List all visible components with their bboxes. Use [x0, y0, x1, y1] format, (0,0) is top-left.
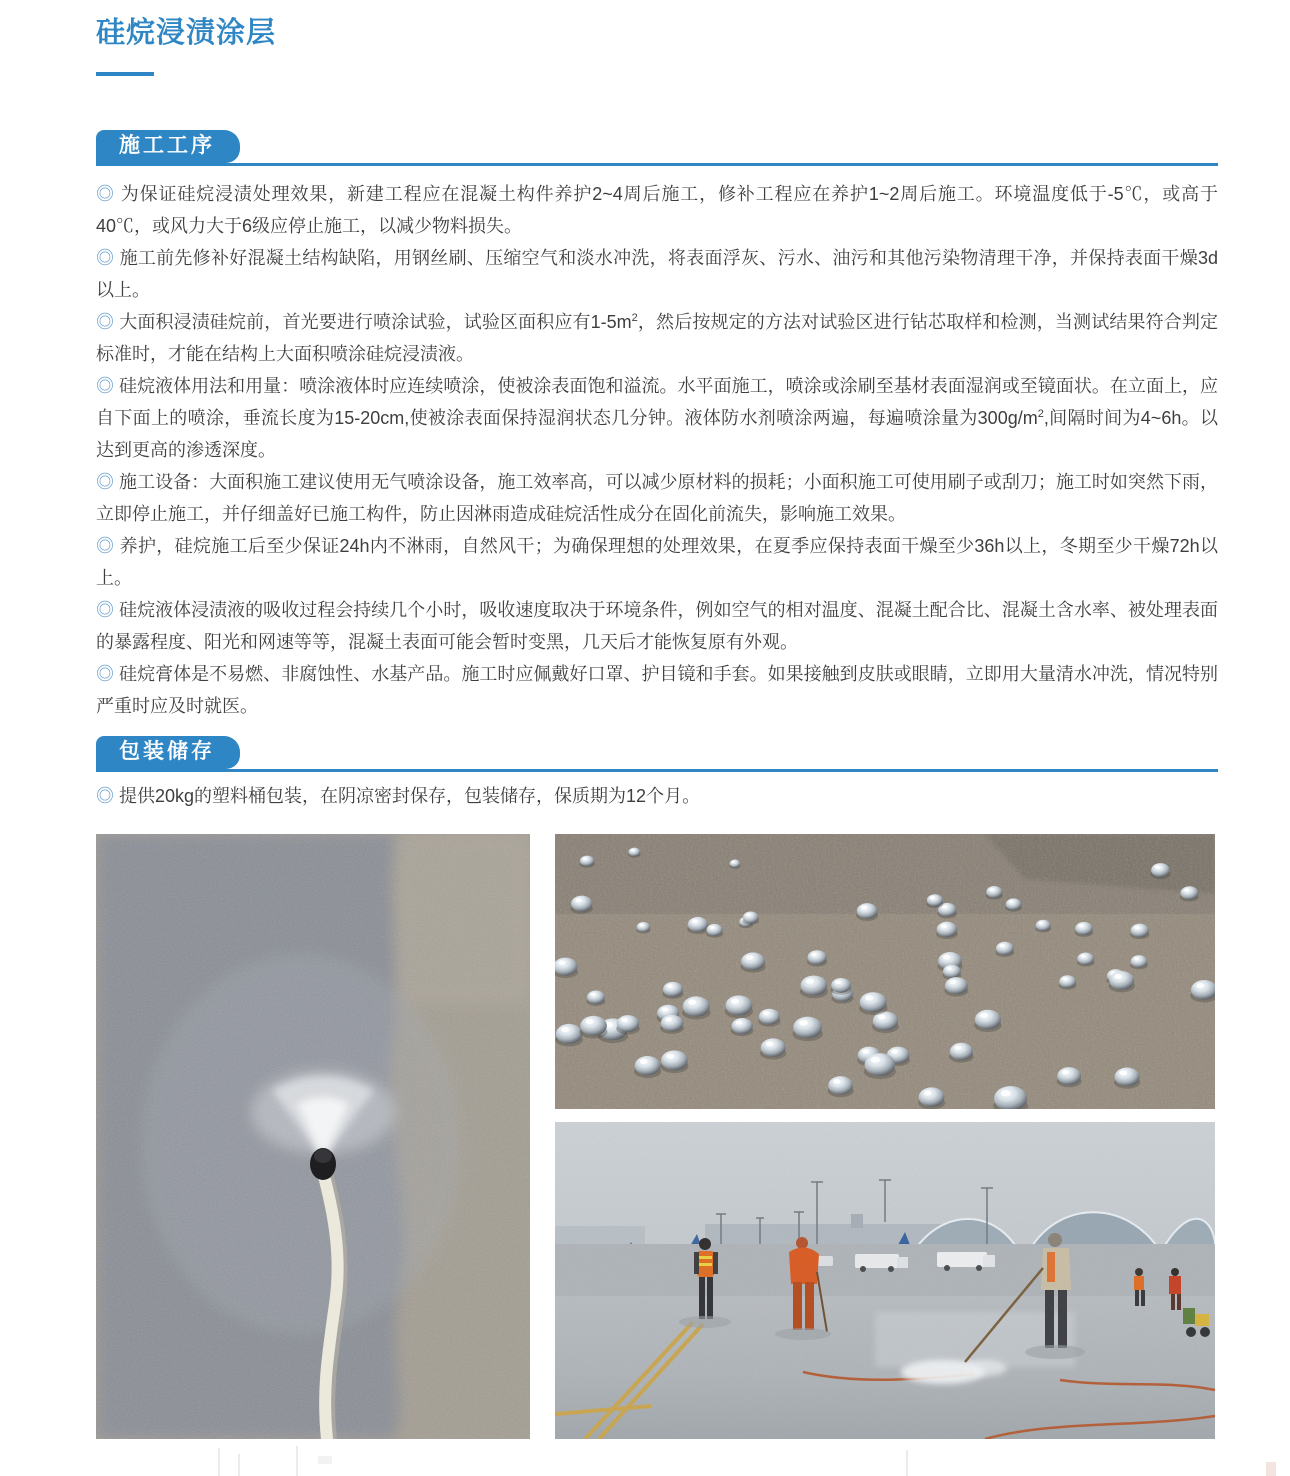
water-droplet — [580, 856, 595, 868]
water-droplet — [926, 894, 943, 908]
bullet-marker-icon: ◎ — [96, 376, 120, 396]
water-droplet — [742, 911, 759, 924]
photo-wall-spray — [96, 834, 530, 1439]
water-droplet — [628, 848, 640, 858]
water-droplet — [1130, 924, 1149, 940]
water-droplet — [1005, 898, 1022, 911]
water-droplet — [800, 975, 828, 998]
section-header-storage — [96, 736, 1218, 772]
water-droplet — [725, 995, 753, 1018]
storage-bullet-list — [96, 780, 1218, 812]
water-droplet — [918, 1087, 945, 1109]
water-droplet — [580, 1016, 608, 1039]
bullet-item: ◎ 施工前先修补好混凝土结构缺陷，用钢丝刷、压缩空气和淡水冲洗，将表面浮灰、污水、油污和其他污染物清理干净，并保持表面干燥3d以上。 — [96, 248, 1218, 300]
title-underline-dash — [96, 72, 154, 76]
bullet-item: ◎ 为保证硅烷浸渍处理效果，新建工程应在混凝土构件养护2~4周后施工，修补工程应在养护1~2周后施工。环境温度低于-5℃，或高于40℃，或风力大于6级应停止施工，以减少物料损失。 — [96, 184, 1218, 236]
water-droplet — [996, 942, 1015, 957]
water-droplet — [616, 1015, 640, 1034]
water-droplet — [1059, 975, 1077, 989]
photo-grain — [555, 1122, 1215, 1439]
water-droplet — [944, 977, 968, 996]
water-droplet — [729, 860, 740, 869]
section-header-construction — [96, 130, 1218, 166]
page-title: 硅烷浸渍涂层 — [96, 17, 277, 49]
water-droplet — [856, 903, 878, 921]
photo-airport-spraying — [555, 1122, 1215, 1439]
water-droplet — [636, 922, 650, 933]
section-tab-storage: 包装储存 — [96, 736, 240, 769]
water-droplet — [682, 996, 711, 1019]
water-droplet — [807, 950, 827, 966]
water-droplet — [555, 1024, 583, 1046]
water-droplet — [660, 1015, 684, 1034]
bullet-item: ◎ 硅烷膏体是不易燃、非腐蚀性、水基产品。施工时应佩戴好口罩、护目镜和手套。如果接触到皮肤或眼睛，立即用大量清水冲洗，情况特别严重时应及时就医。 — [96, 664, 1218, 716]
photo-right-column — [555, 834, 1215, 1439]
bullet-marker-icon: ◎ — [96, 600, 120, 620]
bullet-marker-icon: ◎ — [96, 184, 121, 204]
water-droplet — [731, 1018, 753, 1036]
bullet-marker-icon: ◎ — [96, 664, 120, 684]
water-droplet — [949, 1043, 973, 1063]
water-droplet — [1077, 952, 1095, 966]
bullet-item: ◎ 大面积浸渍硅烷前，首光要进行喷涂试验，试验区面积应有$1-5m^2$，然后按规定的方法对试验区进行钻芯取样和检测，当测试结果符合判定标准时，才能在结构上大面积喷涂硅烷浸渍液。 — [96, 312, 1218, 364]
section-tab-construction: 施工工序 — [96, 130, 240, 163]
bullet-marker-icon: ◎ — [96, 248, 120, 268]
water-droplet — [634, 1056, 661, 1078]
water-droplet — [1180, 886, 1199, 901]
water-droplet — [828, 1076, 854, 1097]
bullet-marker-icon: ◎ — [96, 786, 120, 806]
water-droplet — [859, 992, 887, 1015]
airport-illustration — [555, 1122, 1215, 1439]
next-page-peek — [0, 1444, 1290, 1476]
bullet-item: ◎ 养护，硅烷施工后至少保证24h内不淋雨，自然风干；为确保理想的处理效果，在夏季应保持表面干燥至少36h以上，冬期至少干燥72h以上。 — [96, 536, 1218, 588]
bullet-item: ◎ 施工设备：大面积施工建议使用无气喷涂设备，施工效率高，可以减少原材料的损耗；小面积施工可使用刷子或刮刀；施工时如突然下雨，立即停止施工，并仔细盖好已施工构件，防止因淋雨造成硅烷活性成分在固化前流失，影响施工效果。 — [96, 472, 1218, 524]
water-droplet — [587, 991, 606, 1006]
water-droplet — [864, 1053, 896, 1079]
photo-hydrophobic-droplets — [555, 834, 1215, 1109]
bullet-marker-icon: ◎ — [96, 536, 120, 556]
water-droplet — [687, 917, 708, 934]
water-droplet — [760, 1038, 786, 1059]
spray-nozzle-tip — [314, 1149, 332, 1163]
water-droplet — [660, 1050, 688, 1073]
droplets-illustration — [555, 834, 1215, 1109]
water-droplet — [936, 922, 958, 939]
bullet-marker-icon: ◎ — [96, 312, 120, 332]
water-droplet — [986, 886, 1003, 900]
water-droplet — [1057, 1067, 1082, 1087]
construction-bullet-list — [96, 178, 1218, 722]
water-droplet — [570, 896, 593, 914]
bullet-item: ◎ 硅烷液体用法和用量：喷涂液体时应连续喷涂，使被涂表面饱和溢流。水平面施工，喷涂或涂刷至基材表面湿润或至镜面状。在立面上，应自下面上的喷涂，垂流长度为15-20cm,使被涂表面保持湿润状态几分钟。液体防水剂喷涂两遍，每遍喷涂量为$300g/m^2$,间隔时间为4~6h。以达到更高的渗透深度。 — [96, 376, 1218, 460]
water-droplet — [1035, 920, 1051, 933]
water-droplet — [831, 978, 852, 995]
water-droplet — [974, 1010, 1001, 1032]
water-droplet — [1109, 971, 1135, 992]
water-droplet — [1130, 955, 1148, 969]
water-droplet — [1075, 922, 1094, 937]
bullet-item: ◎ 提供20kg的塑料桶包装，在阴凉密封保存，包装储存，保质期为12个月。 — [96, 786, 701, 806]
water-droplet — [706, 924, 723, 938]
water-droplet — [1114, 1067, 1140, 1088]
water-droplet — [758, 1009, 780, 1027]
photo-gallery — [96, 834, 1218, 1439]
water-droplet — [741, 952, 766, 972]
bullet-item: ◎ 硅烷液体浸渍液的吸收过程会持续几个小时，吸收速度取决于环境条件，例如空气的相对温度、混凝土配合比、混凝土含水率、被处理表面的暴露程度、阳光和网速等等，混凝土表面可能会暂时变黑，几天后才能恢复原有外观。 — [96, 600, 1218, 652]
wall-spray-illustration — [96, 834, 530, 1439]
bullet-marker-icon: ◎ — [96, 472, 120, 492]
water-droplet — [1151, 863, 1171, 879]
water-droplet — [662, 982, 683, 999]
water-droplet — [793, 1017, 823, 1041]
